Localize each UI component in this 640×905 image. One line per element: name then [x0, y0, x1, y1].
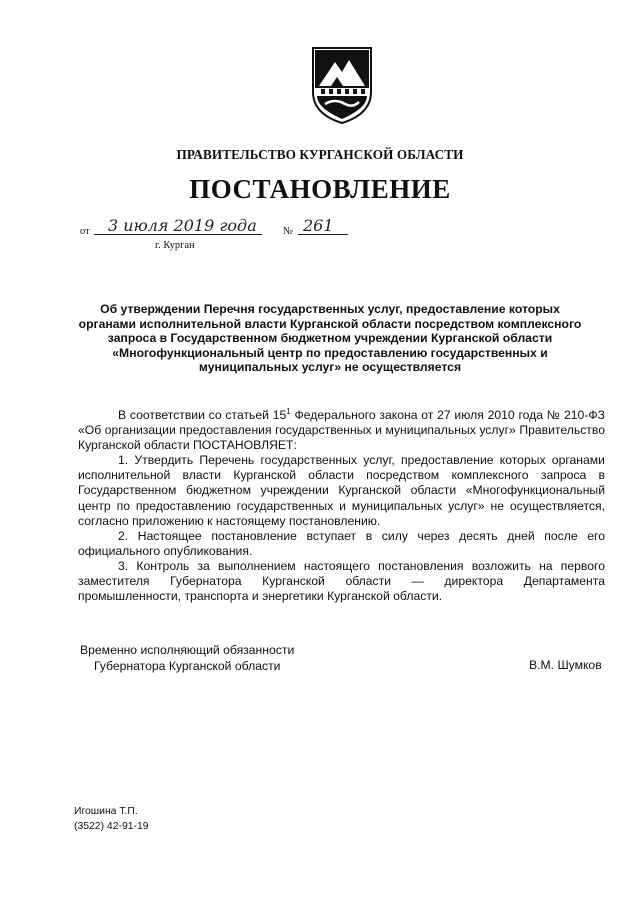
body-item: 2. Настоящее постановление вступает в силу через десять дней после его официального опубликования.	[78, 528, 605, 558]
date-prefix: от	[80, 226, 90, 237]
intro-superscript: 1	[286, 406, 291, 416]
coat-of-arms-icon	[309, 44, 375, 126]
document-body	[78, 408, 605, 604]
contact-phone: (3522) 42-91-19	[74, 820, 149, 832]
contact-name: Игошина Т.П.	[74, 806, 138, 817]
intro-text-part1: В соответствии со статьей 15	[118, 408, 287, 422]
signatory-position-line2: Губернатора Курганской области	[94, 658, 281, 673]
contact-block	[74, 805, 149, 834]
intro-text-part2: Федерального закона от 27 июля 2010 года № 210-ФЗ «Об организации предоставления государственных и муниципальных услуг» Правительство Курганской области ПОСТАНОВЛЯЕТ:	[78, 408, 605, 453]
signature-block	[80, 643, 294, 674]
number-handwritten: 261	[303, 216, 334, 235]
body-item: 3. Контроль за выполнением настоящего постановления возложить на первого заместителя Губернатора Курганской области — директора Департамента промышленности, транспорта и энергетики Курганской области.	[78, 558, 605, 604]
document-type-title: ПОСТАНОВЛЕНИЕ	[189, 174, 451, 204]
date-handwritten: 3 июля 2019 года	[108, 216, 257, 235]
city-label: г. Курган	[155, 240, 195, 251]
intro-paragraph	[78, 408, 605, 453]
document-subject: Об утверждении Перечня государственных услуг, предоставление которых органами исполнительной власти Курганской области посредством комплексного запроса в Государственном бюджетном учреждении Курганской области «Многофункциональный центр по предоставлению государственных и муниципальных услуг» не осуществляется	[78, 302, 582, 375]
number-prefix: №	[283, 226, 294, 237]
organization-title: ПРАВИТЕЛЬСТВО КУРГАНСКОЙ ОБЛАСТИ	[176, 147, 464, 162]
body-item: 1. Утвердить Перечень государственных услуг, предоставление которых органами исполнительной власти Курганской области посредством комплексного запроса в Государственном бюджетном учреждении Курганской области «Многофункциональный центр по предоставлению государственных и муниципальных услуг» не осуществляется, согласно приложению к настоящему постановлению.	[78, 453, 605, 528]
signatory-name: В.М. Шумков	[529, 658, 602, 672]
signatory-position-line1: Временно исполняющий обязанности	[80, 643, 295, 657]
